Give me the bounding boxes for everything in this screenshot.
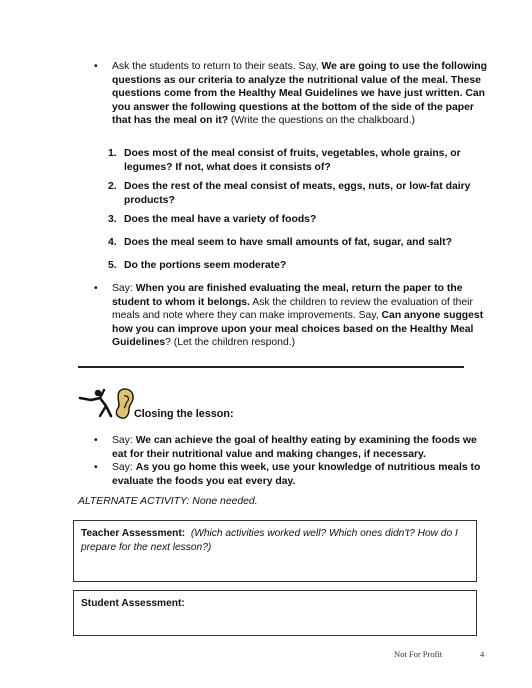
closing-say: Say: bbox=[112, 435, 136, 446]
teacher-assessment-content bbox=[74, 521, 476, 560]
footer-text: Not For Profit bbox=[394, 649, 443, 659]
closing-bullet-2-text bbox=[112, 461, 488, 488]
instruction-bullet-1 bbox=[78, 60, 488, 128]
page-number: 4 bbox=[480, 649, 485, 659]
bullet-1-text bbox=[112, 60, 488, 128]
page-footer bbox=[394, 649, 485, 659]
teacher-assessment-prompt: (Which activities worked well? Which ones didn't? How do I prepare for the next lesson?) bbox=[81, 528, 458, 553]
ear-icon bbox=[116, 389, 133, 418]
closing-statement: We can achieve the goal of healthy eating by examining the foods we eat for their nutritional value and making changes, if necessary. bbox=[112, 435, 477, 460]
question-text: Does the meal seem to have small amounts of fat, sugar, and salt? bbox=[124, 237, 452, 248]
closing-bullet-1 bbox=[78, 434, 488, 461]
alternate-activity: ALTERNATE ACTIVITY: None needed. bbox=[78, 496, 258, 507]
student-assessment-box[interactable] bbox=[73, 590, 477, 636]
question-item bbox=[108, 259, 478, 273]
question-text: Does the meal have a variety of foods? bbox=[124, 214, 317, 225]
bullet-1-plain: Ask the students to return to their seats. Say, bbox=[112, 61, 322, 72]
question-text: Do the portions seem moderate? bbox=[124, 260, 287, 271]
student-assessment-label: Student Assessment: bbox=[81, 598, 185, 609]
bullet-2-bold-2: Can anyone suggest how you can improve upon your meal choices based on the Healthy Meal Guidelines bbox=[112, 310, 484, 348]
closing-title: Closing the lesson: bbox=[134, 408, 234, 420]
closing-header bbox=[78, 386, 378, 422]
bullet-marker: • bbox=[94, 283, 98, 294]
question-number: 1. bbox=[108, 148, 117, 159]
question-item bbox=[108, 180, 478, 207]
question-item bbox=[108, 236, 478, 250]
question-item bbox=[108, 213, 478, 227]
closing-bullet-1-text bbox=[112, 434, 488, 461]
instruction-bullet-2 bbox=[78, 282, 488, 350]
question-number: 4. bbox=[108, 237, 117, 248]
bullet-marker: • bbox=[94, 435, 98, 446]
question-text: Does most of the meal consist of fruits, vegetables, whole grains, or legumes? If not, what does it consists of? bbox=[124, 148, 461, 173]
section-divider bbox=[78, 366, 464, 368]
bullet-2-note: ? (Let the children respond.) bbox=[165, 337, 296, 348]
bullet-2-plain: Ask the children to review the evaluation of their meals and note where they can make improvements. Say, bbox=[112, 296, 473, 321]
teacher-assessment-label: Teacher Assessment: bbox=[81, 528, 186, 539]
question-text: Does the rest of the meal consist of meats, eggs, nuts, or low-fat dairy products? bbox=[124, 181, 471, 206]
student-assessment-content bbox=[74, 591, 476, 617]
closing-statement: As you go home this week, use your knowledge of nutritious meals to evaluate the foods you eat every day. bbox=[112, 462, 481, 487]
closing-icons bbox=[78, 386, 134, 422]
question-item bbox=[108, 147, 478, 174]
question-number: 3. bbox=[108, 214, 117, 225]
bullet-2-text bbox=[112, 282, 488, 350]
question-number: 5. bbox=[108, 260, 117, 271]
bullet-1-bold: We are going to use the following questions as our criteria to analyze the nutritional value of the meal. These questions come from the Healthy Meal Guidelines we have just written. Can you answer the following questions at the bottom of the side of the paper that has the meal on it? bbox=[112, 61, 487, 126]
bullet-1-note: (Write the questions on the chalkboard.) bbox=[228, 115, 415, 126]
closing-say: Say: bbox=[112, 462, 136, 473]
teacher-assessment-box[interactable] bbox=[73, 520, 477, 582]
question-number: 2. bbox=[108, 181, 117, 192]
bullet-2-bold-1: When you are finished evaluating the meal, return the paper to the student to whom it belongs. bbox=[112, 283, 463, 308]
closing-bullet-2 bbox=[78, 461, 488, 488]
bullet-marker: • bbox=[94, 61, 98, 72]
stretching-figure-icon bbox=[80, 390, 111, 416]
bullet-marker: • bbox=[94, 462, 98, 473]
bullet-2-say: Say: bbox=[112, 283, 136, 294]
